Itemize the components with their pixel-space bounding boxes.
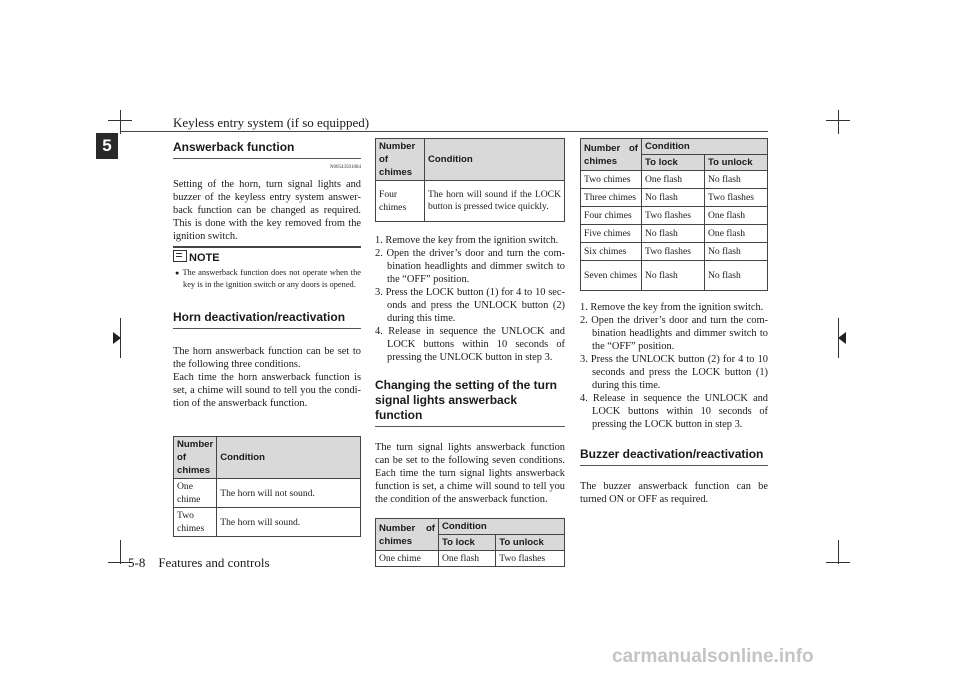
table-row bbox=[376, 551, 565, 567]
table-header: Condition bbox=[642, 139, 768, 155]
table-cell: Four chimes bbox=[581, 207, 642, 225]
table-cell: Two flashes bbox=[642, 243, 705, 261]
table-cell: One chime bbox=[174, 479, 217, 508]
table-cell: Two flashes bbox=[496, 551, 565, 567]
section-heading: Answerback function bbox=[173, 140, 361, 159]
table-cell: The horn will sound. bbox=[217, 508, 361, 537]
document-code: N00543501084 bbox=[329, 165, 361, 170]
table-cell: The horn will not sound. bbox=[217, 479, 361, 508]
table-row bbox=[581, 225, 768, 243]
table-cell: Seven chimes bbox=[581, 261, 642, 291]
list-item: 4. Release in sequence the UNLOCK and LOCK buttons within 10 seconds of pressing the LOCK button in step 3. bbox=[580, 393, 768, 430]
table-header: Number of chimes bbox=[376, 519, 439, 551]
table-row bbox=[581, 171, 768, 189]
note-label: NOTE bbox=[189, 252, 220, 264]
table-cell: Four chimes bbox=[376, 181, 425, 222]
subsection-heading: Horn deactivation/reactivation bbox=[173, 310, 361, 329]
table-cell: One flash bbox=[439, 551, 496, 567]
steps-list bbox=[580, 301, 768, 431]
table-cell: No flash bbox=[642, 189, 705, 207]
intro-paragraph: Setting of the horn, turn signal lights and buzzer of the keyless entry system answer-back function can be changed as required. This is done with the key removed from the ignition switch. bbox=[173, 179, 361, 242]
horn-paragraph: The horn answerback function can be set to the following three conditions. Each time the horn answerback function is set, a chime will sound to tell you the condi-tion of the answerback function. bbox=[173, 346, 361, 409]
crop-mark bbox=[120, 540, 121, 564]
table-cell: No flash bbox=[705, 243, 768, 261]
turn-paragraph: The turn signal lights answerback function can be set to the following seven conditions. Each time the turn signal lights answerback function is set, a chime will sound to tell you the condition of the answerback function. bbox=[375, 442, 565, 505]
column-2 bbox=[375, 138, 565, 567]
registration-arrow-icon bbox=[838, 332, 846, 344]
horn-table bbox=[173, 436, 361, 537]
column-3 bbox=[580, 138, 768, 506]
list-item: 3. Press the UNLOCK button (2) for 4 to 10 seconds and press the LOCK button (1) during this time. bbox=[580, 354, 768, 391]
table-cell: Five chimes bbox=[581, 225, 642, 243]
table-cell: One flash bbox=[705, 207, 768, 225]
table-cell: Two flashes bbox=[642, 207, 705, 225]
list-item: 1. Remove the key from the ignition switch. bbox=[580, 302, 764, 313]
note-content: The answerback function does not operate when the key is in the ignition switch or any doors is opened. bbox=[182, 268, 361, 289]
list-item: 3. Press the LOCK button (1) for 4 to 10 sec-onds and press the UNLOCK button (2) during this time. bbox=[375, 287, 565, 324]
column-1 bbox=[173, 140, 361, 537]
table-cell: One flash bbox=[642, 171, 705, 189]
table-header: To lock bbox=[439, 535, 496, 551]
turn-table-continued bbox=[580, 138, 768, 291]
turn-table bbox=[375, 518, 565, 567]
table-header: Number of chimes bbox=[376, 139, 425, 181]
note-title bbox=[173, 250, 361, 265]
crop-mark bbox=[838, 110, 839, 134]
list-item: 2. Open the driver’s door and turn the com-bination headlights and dimmer switch to the “OFF” position. bbox=[580, 315, 768, 352]
table-row bbox=[581, 207, 768, 225]
chapter-tab: 5 bbox=[96, 133, 118, 159]
table-header: Condition bbox=[425, 139, 565, 181]
table-cell: The horn will sound if the LOCK button is pressed twice quickly. bbox=[425, 181, 565, 222]
table-header: To unlock bbox=[705, 155, 768, 171]
table-cell: Three chimes bbox=[581, 189, 642, 207]
table-cell: Two flashes bbox=[705, 189, 768, 207]
table-row bbox=[174, 479, 361, 508]
crop-mark bbox=[826, 120, 850, 121]
crop-mark bbox=[108, 120, 132, 121]
table-header: Condition bbox=[439, 519, 565, 535]
table-row bbox=[376, 181, 565, 222]
table-cell: No flash bbox=[642, 261, 705, 291]
note-box bbox=[173, 246, 361, 290]
subsection-heading: Buzzer deactivation/reactivation bbox=[580, 447, 768, 466]
subsection-heading: Changing the setting of the turn signal lights answerback function bbox=[375, 378, 565, 427]
horn-table-continued bbox=[375, 138, 565, 222]
list-item: 1. Remove the key from the ignition switch. bbox=[375, 235, 559, 246]
note-text bbox=[173, 267, 361, 290]
crop-mark bbox=[838, 540, 839, 564]
running-header: Keyless entry system (if so equipped) bbox=[173, 115, 370, 130]
table-row bbox=[581, 189, 768, 207]
list-item: 4. Release in sequence the UNLOCK and LOCK buttons within 10 seconds of pressing the UNLOCK button in step 3. bbox=[375, 326, 565, 363]
table-cell: Two chimes bbox=[581, 171, 642, 189]
bullet-icon: ● bbox=[175, 269, 180, 277]
table-header: To lock bbox=[642, 155, 705, 171]
table-cell: No flash bbox=[705, 261, 768, 291]
table-row bbox=[581, 261, 768, 291]
table-cell: One flash bbox=[705, 225, 768, 243]
table-header: Number of chimes bbox=[174, 437, 217, 479]
list-item: 2. Open the driver’s door and turn the com-bination headlights and dimmer switch to the “OFF” position. bbox=[375, 248, 565, 285]
steps-list bbox=[375, 234, 565, 364]
table-header: To unlock bbox=[496, 535, 565, 551]
buzzer-paragraph: The buzzer answerback function can be turned ON or OFF as required. bbox=[580, 481, 768, 505]
table-row bbox=[174, 508, 361, 537]
table-cell: No flash bbox=[642, 225, 705, 243]
header-rule bbox=[120, 131, 768, 132]
table-header: Condition bbox=[217, 437, 361, 479]
table-cell: Six chimes bbox=[581, 243, 642, 261]
table-cell: One chime bbox=[376, 551, 439, 567]
registration-arrow-icon bbox=[113, 332, 121, 344]
table-cell: Two chimes bbox=[174, 508, 217, 537]
table-header: Number of chimes bbox=[581, 139, 642, 171]
table-row bbox=[581, 243, 768, 261]
note-icon bbox=[173, 250, 187, 262]
page-footer: 5-8 Features and controls bbox=[128, 555, 270, 570]
watermark: carmanualsonline.info bbox=[612, 646, 814, 667]
crop-mark bbox=[826, 562, 850, 563]
table-cell: No flash bbox=[705, 171, 768, 189]
